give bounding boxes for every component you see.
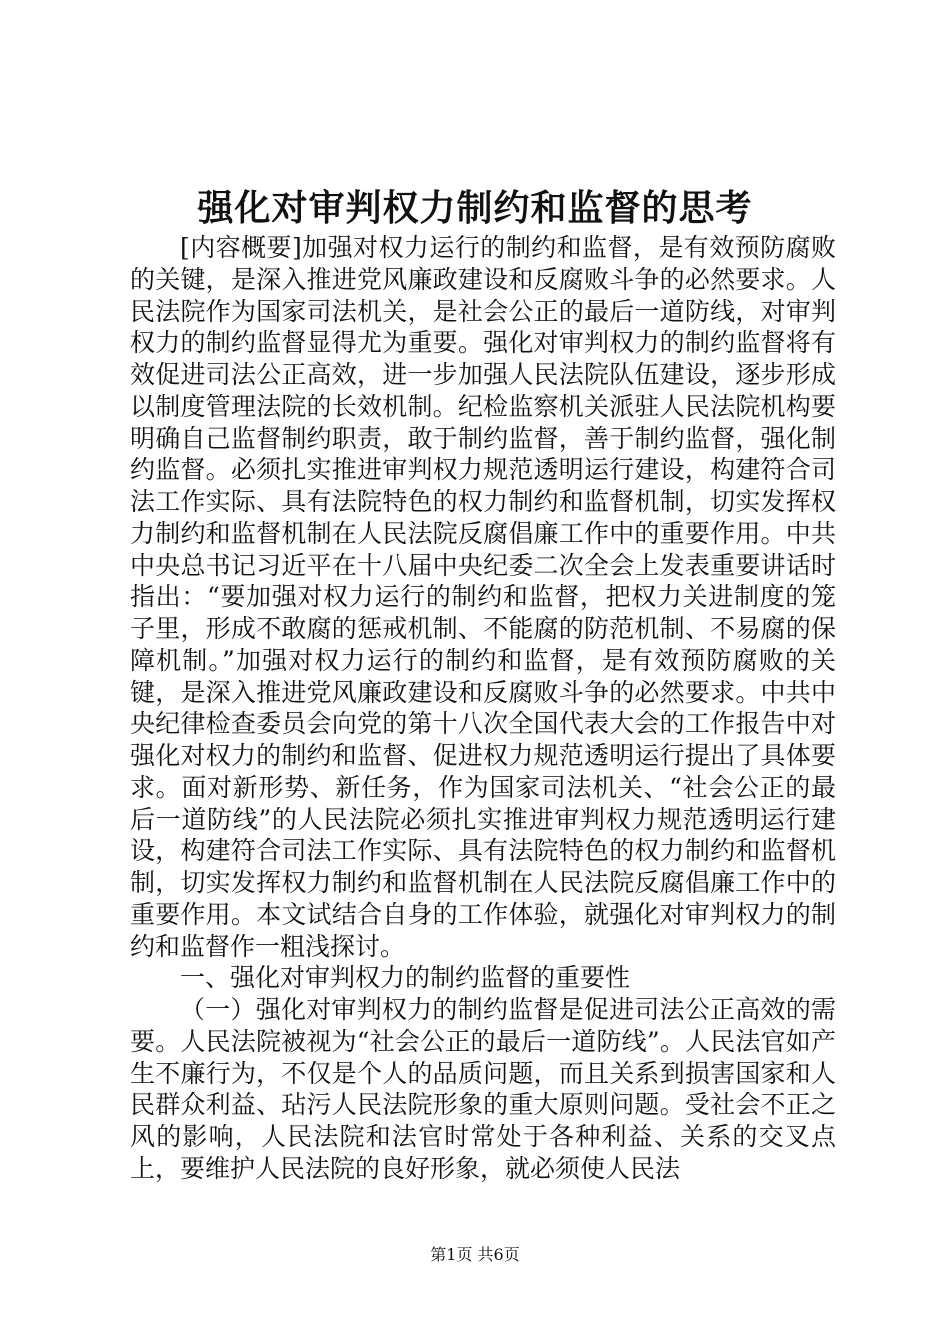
section-heading: 一、强化对审判权力的制约监督的重要性 xyxy=(180,963,631,993)
summary-paragraph: [内容概要]加强对权力运行的制约和监督，是有效预防腐败的关键，是深入推进党风廉政建设和反腐败斗争的必然要求。人民法院作为国家司法机关，是社会公正的最后一道防线，对审判权力的制约监督显得尤为重要。强化对审判权力的制约监督将有效促进司法公正高效，进一步加强人民法院队伍建设，逐步形成以制度管理法院的长效机制。纪检监察机关派驻人民法院机构要明确自己监督制约职责，敢于制约监督，善于制约监督，强化制约监督。必须扎实推进审判权力规范透明运行建设，构建符合司法工作实际、具有法院特色的权力制约和监督机制，切实发挥权力制约和监督机制在人民法院反腐倡廉工作中的重要作用。中共中央总书记习近平在十八届中央纪委二次全会上发表重要讲话时指出：“要加强对权力运行的制约和监督，把权力关进制度的笼子里，形成不敢腐的惩戒机制、不能腐的防范机制、不易腐的保障机制。”加强对权力运行的制约和监督，是有效预防腐败的关键，是深入推进党风廉政建设和反腐败斗争的必然要求。中共中央纪律检查委员会向党的第十八次全国代表大会的工作报告中对强化对权力的制约和监督、促进权力规范透明运行提出了具体要求。面对新形势、新任务，作为国家司法机关、“社会公正的最后一道防线”的人民法院必须扎实推进审判权力规范透明运行建设，构建符合司法工作实际、具有法院特色的权力制约和监督机制，切实发挥权力制约和监督机制在人民法院反腐倡廉工作中的重要作用。本文试结合自身的工作体验，就强化对审判权力的制约和监督作一粗浅探讨。 xyxy=(130,233,836,961)
subsection-paragraph: （一）强化对审判权力的制约监督是促进司法公正高效的需要。人民法院被视为“社会公正的最后一道防线”。人民法官如产生不廉行为，不仅是个人的品质问题，而且关系到损害国家和人民群众利益、玷污人民法院形象的重大原则问题。受社会不正之风的影响，人民法院和法官时常处于各种利益、关系的交叉点上，要维护人民法院的良好形象，就必须使人民法 xyxy=(130,995,836,1183)
document-title: 强化对审判权力制约和监督的思考 xyxy=(197,187,753,229)
page-number: 第1页 共6页 xyxy=(430,1245,520,1264)
document-body xyxy=(130,232,836,1185)
